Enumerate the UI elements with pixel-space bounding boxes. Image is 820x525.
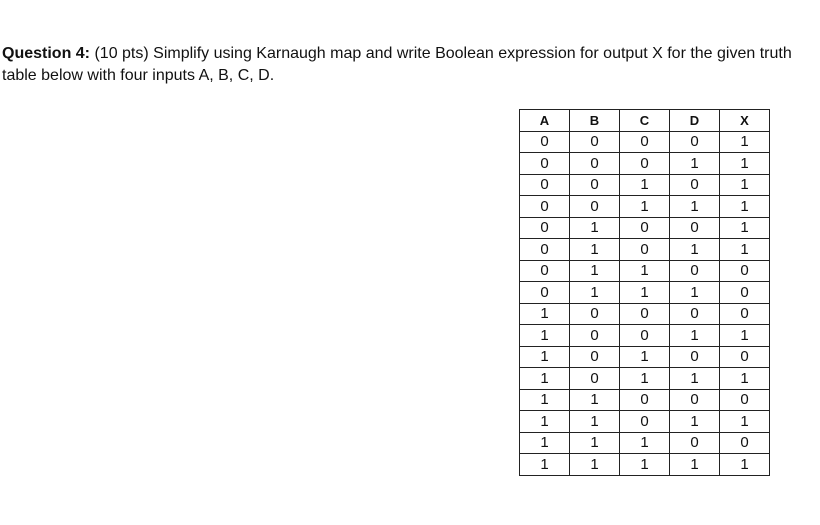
table-row bbox=[520, 260, 770, 282]
cell-x: 1 bbox=[720, 217, 770, 239]
cell-x: 1 bbox=[720, 153, 770, 175]
cell-a: 0 bbox=[520, 260, 570, 282]
cell-b: 0 bbox=[570, 131, 620, 153]
table-row bbox=[520, 153, 770, 175]
cell-a: 1 bbox=[520, 389, 570, 411]
table-row bbox=[520, 196, 770, 218]
cell-c: 1 bbox=[620, 174, 670, 196]
cell-a: 0 bbox=[520, 217, 570, 239]
cell-a: 1 bbox=[520, 368, 570, 390]
cell-b: 1 bbox=[570, 282, 620, 304]
cell-a: 1 bbox=[520, 325, 570, 347]
cell-a: 1 bbox=[520, 454, 570, 476]
truth-table-header-row bbox=[520, 110, 770, 132]
cell-x: 1 bbox=[720, 325, 770, 347]
cell-d: 1 bbox=[670, 411, 720, 433]
cell-b: 1 bbox=[570, 239, 620, 261]
cell-b: 1 bbox=[570, 432, 620, 454]
cell-d: 0 bbox=[670, 346, 720, 368]
cell-b: 1 bbox=[570, 389, 620, 411]
cell-x: 0 bbox=[720, 303, 770, 325]
header-x: X bbox=[720, 110, 770, 132]
table-row bbox=[520, 389, 770, 411]
table-row bbox=[520, 217, 770, 239]
cell-x: 1 bbox=[720, 174, 770, 196]
cell-x: 1 bbox=[720, 239, 770, 261]
table-row bbox=[520, 131, 770, 153]
question-label: Question 4: bbox=[2, 45, 91, 62]
truth-table bbox=[519, 109, 770, 476]
cell-c: 1 bbox=[620, 368, 670, 390]
cell-b: 0 bbox=[570, 196, 620, 218]
cell-x: 0 bbox=[720, 282, 770, 304]
cell-c: 0 bbox=[620, 153, 670, 175]
cell-c: 1 bbox=[620, 260, 670, 282]
table-row bbox=[520, 454, 770, 476]
cell-x: 1 bbox=[720, 454, 770, 476]
table-row bbox=[520, 239, 770, 261]
cell-d: 0 bbox=[670, 389, 720, 411]
cell-c: 1 bbox=[620, 282, 670, 304]
cell-c: 1 bbox=[620, 196, 670, 218]
cell-x: 0 bbox=[720, 260, 770, 282]
cell-d: 0 bbox=[670, 303, 720, 325]
cell-d: 1 bbox=[670, 239, 720, 261]
table-row bbox=[520, 432, 770, 454]
cell-d: 1 bbox=[670, 196, 720, 218]
cell-c: 0 bbox=[620, 325, 670, 347]
cell-a: 1 bbox=[520, 411, 570, 433]
header-c: C bbox=[620, 110, 670, 132]
header-d: D bbox=[670, 110, 720, 132]
cell-a: 0 bbox=[520, 239, 570, 261]
table-row bbox=[520, 325, 770, 347]
header-b: B bbox=[570, 110, 620, 132]
cell-b: 0 bbox=[570, 368, 620, 390]
question-text bbox=[2, 43, 802, 87]
cell-b: 1 bbox=[570, 260, 620, 282]
cell-b: 0 bbox=[570, 346, 620, 368]
cell-x: 0 bbox=[720, 432, 770, 454]
cell-c: 0 bbox=[620, 239, 670, 261]
cell-d: 1 bbox=[670, 153, 720, 175]
cell-a: 1 bbox=[520, 432, 570, 454]
cell-a: 0 bbox=[520, 131, 570, 153]
cell-b: 0 bbox=[570, 325, 620, 347]
cell-d: 0 bbox=[670, 217, 720, 239]
cell-x: 0 bbox=[720, 389, 770, 411]
cell-d: 0 bbox=[670, 260, 720, 282]
table-row bbox=[520, 368, 770, 390]
cell-d: 0 bbox=[670, 432, 720, 454]
table-row bbox=[520, 174, 770, 196]
cell-b: 1 bbox=[570, 454, 620, 476]
cell-c: 1 bbox=[620, 346, 670, 368]
table-row bbox=[520, 282, 770, 304]
cell-a: 0 bbox=[520, 153, 570, 175]
cell-d: 1 bbox=[670, 368, 720, 390]
cell-c: 0 bbox=[620, 411, 670, 433]
cell-x: 0 bbox=[720, 346, 770, 368]
cell-c: 0 bbox=[620, 217, 670, 239]
cell-a: 1 bbox=[520, 303, 570, 325]
cell-b: 1 bbox=[570, 217, 620, 239]
cell-d: 1 bbox=[670, 454, 720, 476]
cell-x: 1 bbox=[720, 131, 770, 153]
cell-a: 0 bbox=[520, 174, 570, 196]
cell-d: 1 bbox=[670, 325, 720, 347]
cell-b: 0 bbox=[570, 153, 620, 175]
cell-x: 1 bbox=[720, 196, 770, 218]
header-a: A bbox=[520, 110, 570, 132]
cell-x: 1 bbox=[720, 411, 770, 433]
cell-b: 1 bbox=[570, 411, 620, 433]
cell-d: 0 bbox=[670, 174, 720, 196]
cell-b: 0 bbox=[570, 174, 620, 196]
table-row bbox=[520, 346, 770, 368]
cell-a: 0 bbox=[520, 196, 570, 218]
cell-c: 0 bbox=[620, 131, 670, 153]
table-row bbox=[520, 303, 770, 325]
cell-c: 1 bbox=[620, 432, 670, 454]
cell-x: 1 bbox=[720, 368, 770, 390]
cell-b: 0 bbox=[570, 303, 620, 325]
truth-table-body bbox=[520, 131, 770, 475]
cell-a: 0 bbox=[520, 282, 570, 304]
cell-d: 1 bbox=[670, 282, 720, 304]
cell-c: 1 bbox=[620, 454, 670, 476]
cell-c: 0 bbox=[620, 303, 670, 325]
cell-d: 0 bbox=[670, 131, 720, 153]
cell-a: 1 bbox=[520, 346, 570, 368]
table-row bbox=[520, 411, 770, 433]
question-body: (10 pts) Simplify using Karnaugh map and write Boolean expression for output X for the given truth table below with four inputs A, B, C, D. bbox=[2, 45, 792, 84]
cell-c: 0 bbox=[620, 389, 670, 411]
